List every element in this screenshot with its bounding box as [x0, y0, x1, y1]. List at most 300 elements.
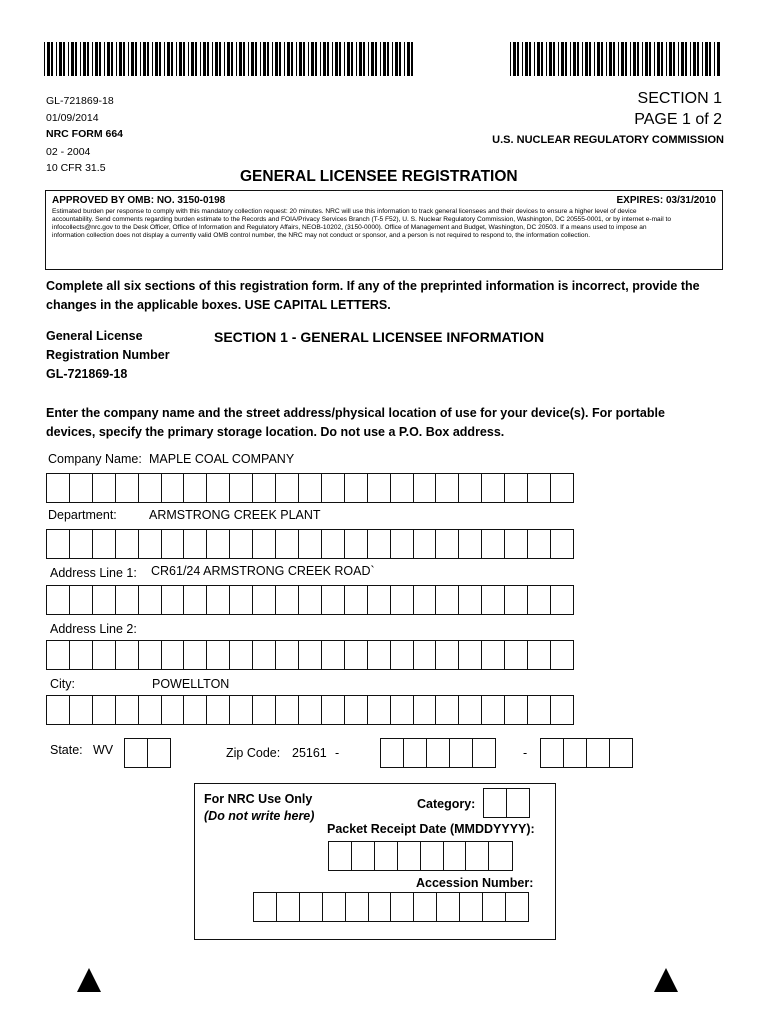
char-box[interactable] [321, 585, 346, 615]
barcode-bar [320, 42, 321, 76]
char-box[interactable] [426, 738, 451, 768]
barcode-bar [553, 42, 555, 76]
char-box[interactable] [367, 585, 392, 615]
char-box[interactable] [481, 473, 506, 503]
barcode-bar [344, 42, 345, 76]
char-box[interactable] [435, 529, 460, 559]
char-box[interactable] [183, 529, 208, 559]
barcode-bar [200, 42, 201, 76]
barcode-bar [56, 42, 57, 76]
char-box[interactable] [344, 695, 369, 725]
char-box[interactable] [527, 695, 552, 725]
char-box[interactable] [138, 640, 163, 670]
char-box[interactable] [252, 529, 277, 559]
barcode-bar [332, 42, 333, 76]
barcode-bar [399, 42, 401, 76]
barcode-bar [375, 42, 377, 76]
char-box[interactable] [481, 640, 506, 670]
char-box[interactable] [328, 841, 353, 871]
char-box[interactable] [380, 738, 405, 768]
char-box[interactable] [298, 473, 323, 503]
barcode-left [44, 42, 414, 76]
department-value: ARMSTRONG CREEK PLANT [149, 508, 321, 522]
char-box[interactable] [229, 473, 254, 503]
state-value: WV [93, 743, 114, 757]
barcode-right [510, 42, 722, 76]
barcode-bar [323, 42, 326, 76]
barcode-bar [267, 42, 269, 76]
char-box[interactable] [206, 695, 231, 725]
char-box[interactable] [435, 640, 460, 670]
barcode-bar [291, 42, 293, 76]
char-box[interactable] [115, 640, 140, 670]
char-box[interactable] [46, 473, 71, 503]
barcode-bar [44, 42, 45, 76]
city-boxes[interactable] [46, 695, 573, 725]
char-box[interactable] [252, 585, 277, 615]
char-box[interactable] [253, 892, 278, 922]
barcode-bar [203, 42, 206, 76]
barcode-bar [164, 42, 165, 76]
barcode-bar [621, 42, 624, 76]
char-box[interactable] [390, 640, 415, 670]
char-box[interactable] [92, 473, 117, 503]
char-box[interactable] [138, 473, 163, 503]
char-box[interactable] [161, 695, 186, 725]
address2-boxes[interactable] [46, 640, 573, 670]
char-box[interactable] [252, 473, 277, 503]
char-box[interactable] [275, 695, 300, 725]
barcode-bar [75, 42, 77, 76]
char-box[interactable] [413, 892, 438, 922]
barcode-bar [131, 42, 134, 76]
barcode-bar [630, 42, 631, 76]
char-box[interactable] [229, 695, 254, 725]
barcode-bar [673, 42, 675, 76]
char-box[interactable] [115, 585, 140, 615]
barcode-bar [116, 42, 117, 76]
barcode-bar [260, 42, 261, 76]
char-box[interactable] [115, 529, 140, 559]
form-title: GENERAL LICENSEE REGISTRATION [240, 168, 518, 185]
barcode-bar [308, 42, 309, 76]
barcode-bar [645, 42, 648, 76]
receipt-date-boxes[interactable] [328, 841, 511, 871]
barcode-bar [51, 42, 53, 76]
char-box[interactable] [124, 738, 149, 768]
barcode-bar [661, 42, 663, 76]
char-box[interactable] [505, 892, 530, 922]
barcode-bar [681, 42, 684, 76]
barcode-bar [183, 42, 185, 76]
zip-ext-dash: - [523, 746, 528, 760]
char-box[interactable] [138, 695, 163, 725]
char-box[interactable] [563, 738, 588, 768]
barcode-bar [678, 42, 679, 76]
barcode-bar [188, 42, 189, 76]
barcode-bar [537, 42, 540, 76]
barcode-bar [525, 42, 528, 76]
barcode-bar [534, 42, 535, 76]
char-box[interactable] [69, 585, 94, 615]
char-box[interactable] [458, 529, 483, 559]
barcode-bar [582, 42, 583, 76]
char-box[interactable] [252, 695, 277, 725]
barcode-bar [227, 42, 230, 76]
char-box[interactable] [458, 585, 483, 615]
company-value: MAPLE COAL COMPANY [149, 452, 295, 466]
char-box[interactable] [609, 738, 634, 768]
barcode-bar [642, 42, 643, 76]
barcode-bar [546, 42, 547, 76]
omb-expires: EXPIRES: 03/31/2010 [616, 195, 716, 206]
char-box[interactable] [435, 585, 460, 615]
char-box[interactable] [92, 695, 117, 725]
barcode-bar [315, 42, 317, 76]
barcode-bar [649, 42, 651, 76]
char-box[interactable] [458, 695, 483, 725]
char-box[interactable] [449, 738, 474, 768]
barcode-bar [179, 42, 182, 76]
char-box[interactable] [206, 585, 231, 615]
zip-boxes[interactable] [380, 738, 495, 768]
char-box[interactable] [550, 473, 575, 503]
barcode-bar [613, 42, 615, 76]
barcode-bar [411, 42, 413, 76]
char-box[interactable] [483, 788, 508, 818]
char-box[interactable] [413, 473, 438, 503]
barcode-bar [171, 42, 173, 76]
state-label: State: [50, 743, 83, 757]
zip-ext-boxes[interactable] [540, 738, 632, 768]
barcode-bar [697, 42, 699, 76]
receipt-date-label: Packet Receipt Date (MMDDYYYY): [327, 822, 535, 836]
char-box[interactable] [344, 529, 369, 559]
barcode-bar [702, 42, 703, 76]
char-box[interactable] [458, 640, 483, 670]
barcode-bar [191, 42, 194, 76]
char-box[interactable] [69, 640, 94, 670]
char-box[interactable] [504, 473, 529, 503]
barcode-bar [303, 42, 305, 76]
barcode-bar [570, 42, 571, 76]
barcode-bar [111, 42, 113, 76]
barcode-bar [147, 42, 149, 76]
char-box[interactable] [527, 473, 552, 503]
char-box[interactable] [459, 892, 484, 922]
char-box[interactable] [390, 892, 415, 922]
barcode-bar [717, 42, 720, 76]
char-box[interactable] [481, 695, 506, 725]
char-box[interactable] [321, 529, 346, 559]
char-box[interactable] [322, 892, 347, 922]
barcode-bar [573, 42, 576, 76]
barcode-bar [59, 42, 62, 76]
char-box[interactable] [458, 473, 483, 503]
char-box[interactable] [472, 738, 497, 768]
barcode-bar [601, 42, 603, 76]
char-box[interactable] [367, 640, 392, 670]
char-box[interactable] [390, 473, 415, 503]
char-box[interactable] [435, 473, 460, 503]
char-box[interactable] [299, 892, 324, 922]
char-box[interactable] [161, 640, 186, 670]
barcode-bar [311, 42, 314, 76]
char-box[interactable] [161, 473, 186, 503]
barcode-bar [275, 42, 278, 76]
char-box[interactable] [206, 529, 231, 559]
char-box[interactable] [115, 695, 140, 725]
char-box[interactable] [344, 473, 369, 503]
char-box[interactable] [420, 841, 445, 871]
char-box[interactable] [443, 841, 468, 871]
char-box[interactable] [390, 585, 415, 615]
char-box[interactable] [275, 473, 300, 503]
char-box[interactable] [504, 640, 529, 670]
address2-label: Address Line 2: [50, 622, 137, 636]
accession-boxes[interactable] [253, 892, 528, 922]
char-box[interactable] [506, 788, 531, 818]
char-box[interactable] [550, 640, 575, 670]
barcode-bar [609, 42, 612, 76]
barcode-bar [299, 42, 302, 76]
char-box[interactable] [481, 529, 506, 559]
barcode-bar [510, 42, 511, 76]
char-box[interactable] [183, 695, 208, 725]
barcode-bar [219, 42, 221, 76]
barcode-bar [606, 42, 607, 76]
char-box[interactable] [413, 640, 438, 670]
char-box[interactable] [161, 585, 186, 615]
barcode-bar [155, 42, 158, 76]
barcode-bar [251, 42, 254, 76]
char-box[interactable] [115, 473, 140, 503]
barcode-bar [597, 42, 600, 76]
char-box[interactable] [298, 640, 323, 670]
char-box[interactable] [374, 841, 399, 871]
char-box[interactable] [46, 640, 71, 670]
char-box[interactable] [69, 695, 94, 725]
char-box[interactable] [367, 529, 392, 559]
barcode-bar [272, 42, 273, 76]
char-box[interactable] [504, 585, 529, 615]
barcode-bar [625, 42, 627, 76]
barcode-bar [99, 42, 101, 76]
nrc-use-subtitle: (Do not write here) [204, 809, 315, 823]
char-box[interactable] [351, 841, 376, 871]
char-box[interactable] [586, 738, 611, 768]
barcode-bar [380, 42, 381, 76]
barcode-bar [669, 42, 672, 76]
char-box[interactable] [367, 695, 392, 725]
barcode-bar [356, 42, 357, 76]
omb-approval: APPROVED BY OMB: NO. 3150-0198 [52, 195, 226, 206]
barcode-bar [383, 42, 386, 76]
agency-name: U.S. NUCLEAR REGULATORY COMMISSION [492, 134, 724, 146]
char-box[interactable] [390, 529, 415, 559]
char-box[interactable] [298, 695, 323, 725]
char-box[interactable] [481, 585, 506, 615]
address1-boxes[interactable] [46, 585, 573, 615]
form-name: NRC FORM 664 [46, 128, 124, 140]
char-box[interactable] [206, 473, 231, 503]
barcode-bar [392, 42, 393, 76]
char-box[interactable] [504, 529, 529, 559]
barcode-bar [407, 42, 410, 76]
department-boxes[interactable] [46, 529, 573, 559]
company-name-boxes[interactable] [46, 473, 573, 503]
char-box[interactable] [275, 529, 300, 559]
char-box[interactable] [92, 640, 117, 670]
barcode-bar [159, 42, 161, 76]
char-box[interactable] [69, 529, 94, 559]
char-box[interactable] [183, 473, 208, 503]
char-box[interactable] [436, 892, 461, 922]
barcode-bar [68, 42, 69, 76]
barcode-bar [363, 42, 365, 76]
barcode-bar [561, 42, 564, 76]
barcode-bar [80, 42, 81, 76]
gl-label-2: Registration Number [46, 348, 170, 362]
char-box[interactable] [275, 585, 300, 615]
state-boxes[interactable] [124, 738, 170, 768]
barcode-bar [63, 42, 65, 76]
section-number: SECTION 1 [637, 90, 722, 107]
barcode-bar [335, 42, 338, 76]
barcode-bar [347, 42, 350, 76]
char-box[interactable] [275, 640, 300, 670]
char-box[interactable] [413, 529, 438, 559]
char-box[interactable] [482, 892, 507, 922]
barcode-bar [95, 42, 98, 76]
address1-value: CR61/24 ARMSTRONG CREEK ROAD` [151, 564, 375, 578]
barcode-bar [140, 42, 141, 76]
char-box[interactable] [435, 695, 460, 725]
category-boxes[interactable] [483, 788, 529, 818]
char-box[interactable] [298, 585, 323, 615]
char-box[interactable] [138, 585, 163, 615]
char-box[interactable] [550, 695, 575, 725]
char-box[interactable] [46, 529, 71, 559]
char-box[interactable] [183, 640, 208, 670]
barcode-bar [279, 42, 281, 76]
char-box[interactable] [183, 585, 208, 615]
barcode-bar [637, 42, 639, 76]
gl-label-1: General License [46, 329, 143, 343]
char-box[interactable] [403, 738, 428, 768]
char-box[interactable] [229, 640, 254, 670]
barcode-bar [255, 42, 257, 76]
char-box[interactable] [345, 892, 370, 922]
char-box[interactable] [397, 841, 422, 871]
char-box[interactable] [540, 738, 565, 768]
barcode-bar [685, 42, 687, 76]
char-box[interactable] [344, 585, 369, 615]
instructions: Complete all six sections of this registration form. If any of the preprinted information is incorrect, provide the changes in the applicable boxes. USE CAPITAL LETTERS. [46, 279, 700, 312]
char-box[interactable] [321, 473, 346, 503]
barcode-bar [92, 42, 93, 76]
char-box[interactable] [46, 585, 71, 615]
barcode-bar [549, 42, 552, 76]
char-box[interactable] [147, 738, 172, 768]
company-label: Company Name: [48, 452, 142, 466]
burden-statement: Estimated burden per response to comply with this mandatory collection request: 20 minutes. NRC will use this information to track general licensees and their devices to ensure a higher level of device accountability. Send comments regarding burden estimate to the Records and FOIA/Privacy Services Branch (T-5 F52), U. S. Nuclear Regulatory Commission, Washington, DC 20555-0001, or by internet e-mail to infocollects@nrc.gov to the Desk Officer, Office of Information and Regulatory Affairs, NEOB-10202, (3150-0000). Office of Management and Budget, Washington, DC 20503. If a means used to impose an information collection does not display a currently valid OMB control number, the NRC may not conduct or sponsor, and a person is not required to respond to, the information collection. [52, 208, 671, 240]
barcode-bar [263, 42, 266, 76]
char-box[interactable] [527, 640, 552, 670]
char-box[interactable] [488, 841, 513, 871]
barcode-bar [654, 42, 655, 76]
char-box[interactable] [92, 585, 117, 615]
barcode-bar [236, 42, 237, 76]
char-box[interactable] [69, 473, 94, 503]
char-box[interactable] [344, 640, 369, 670]
category-label: Category: [417, 797, 476, 811]
char-box[interactable] [298, 529, 323, 559]
barcode-bar [395, 42, 398, 76]
barcode-bar [135, 42, 137, 76]
alignment-mark-left [77, 968, 101, 992]
zip-value: 25161 [292, 746, 327, 760]
char-box[interactable] [252, 640, 277, 670]
barcode-bar [167, 42, 170, 76]
char-box[interactable] [321, 640, 346, 670]
char-box[interactable] [229, 529, 254, 559]
barcode-bar [47, 42, 50, 76]
char-box[interactable] [527, 585, 552, 615]
department-label: Department: [48, 508, 117, 522]
barcode-bar [212, 42, 213, 76]
barcode-bar [577, 42, 579, 76]
alignment-mark-right [654, 968, 678, 992]
barcode-bar [522, 42, 523, 76]
barcode-bar [359, 42, 362, 76]
char-box[interactable] [92, 529, 117, 559]
barcode-bar [714, 42, 715, 76]
city-value: POWELLTON [152, 677, 230, 691]
char-box[interactable] [550, 529, 575, 559]
char-box[interactable] [367, 473, 392, 503]
barcode-bar [231, 42, 233, 76]
barcode-bar [239, 42, 242, 76]
char-box[interactable] [368, 892, 393, 922]
char-box[interactable] [504, 695, 529, 725]
barcode-bar [224, 42, 225, 76]
char-box[interactable] [229, 585, 254, 615]
char-box[interactable] [206, 640, 231, 670]
char-box[interactable] [138, 529, 163, 559]
char-box[interactable] [413, 585, 438, 615]
char-box[interactable] [321, 695, 346, 725]
barcode-bar [565, 42, 567, 76]
char-box[interactable] [46, 695, 71, 725]
barcode-bar [327, 42, 329, 76]
barcode-bar [207, 42, 209, 76]
city-label: City: [50, 677, 75, 691]
char-box[interactable] [161, 529, 186, 559]
zip-dash: - [335, 746, 340, 760]
char-box[interactable] [413, 695, 438, 725]
char-box[interactable] [390, 695, 415, 725]
barcode-bar [248, 42, 249, 76]
barcode-bar [709, 42, 711, 76]
omb-box [45, 190, 723, 270]
char-box[interactable] [465, 841, 490, 871]
barcode-bar [558, 42, 559, 76]
char-box[interactable] [550, 585, 575, 615]
char-box[interactable] [276, 892, 301, 922]
char-box[interactable] [527, 529, 552, 559]
barcode-bar [83, 42, 86, 76]
